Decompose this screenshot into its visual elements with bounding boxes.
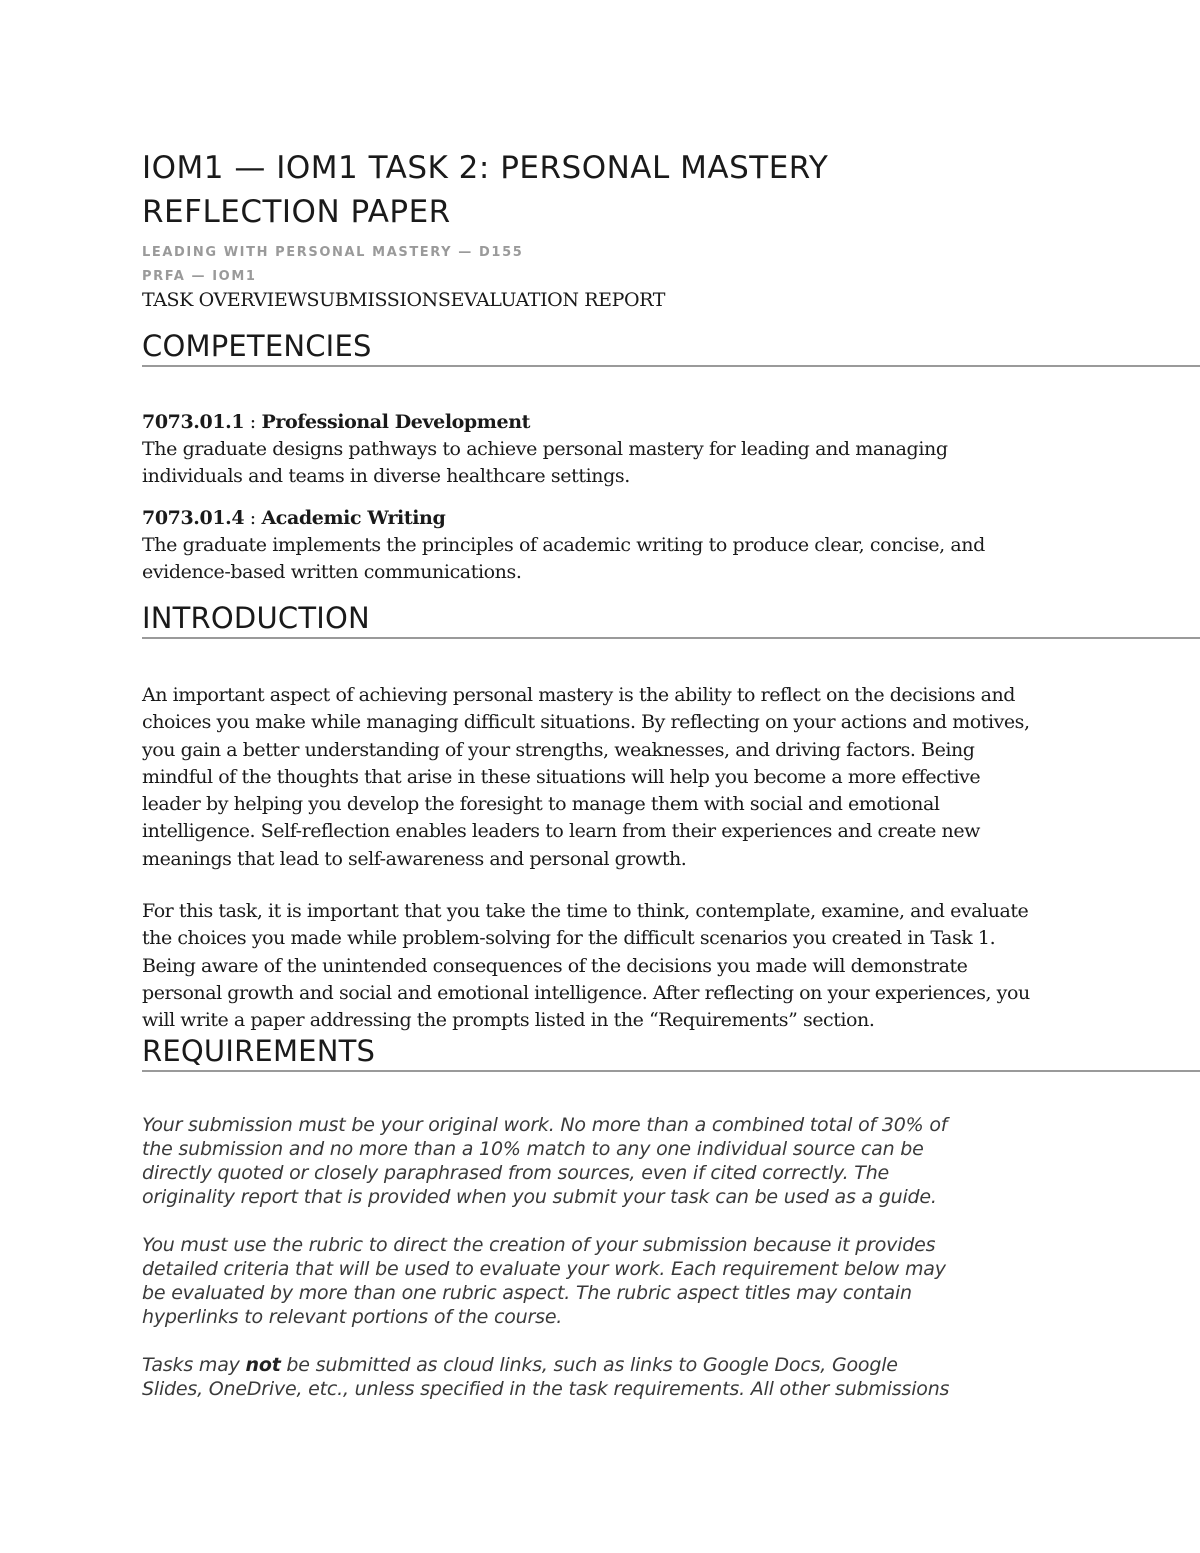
document-page bbox=[142, 0, 1200, 1553]
competency-header bbox=[142, 409, 1042, 436]
competency-code: 7073.01.4 bbox=[142, 507, 245, 529]
text-segment: be submitted as cloud links, such as links to Google Docs, Google bbox=[280, 1354, 898, 1376]
paragraph-line: personal growth and social and emotional intelligence. After reflecting on your experiences, you bbox=[142, 981, 1030, 1004]
tab-task-overview[interactable]: TASK OVERVIEW bbox=[142, 289, 307, 311]
paragraph-line: will write a paper addressing the prompts listed in the “Requirements” section. bbox=[142, 1009, 875, 1032]
competency-title: Academic Writing bbox=[261, 507, 446, 529]
requirements-section bbox=[142, 1031, 1200, 1072]
paragraph-line: For this task, it is important that you take the time to think, contemplate, examine, and evaluate bbox=[142, 900, 1029, 922]
task-tabs bbox=[142, 289, 665, 311]
competency-title: Professional Development bbox=[261, 411, 530, 433]
requirements-heading: REQUIREMENTS bbox=[142, 1034, 376, 1068]
competency-item bbox=[142, 409, 1042, 490]
paragraph-line: intelligence. Self-reflection enables leaders to learn from their experiences and create new bbox=[142, 820, 980, 843]
paragraph-line: An important aspect of achieving personal mastery is the ability to reflect on the decisions and bbox=[142, 684, 1016, 706]
title-line-2: REFLECTION PAPER bbox=[142, 194, 451, 230]
competency-code: 7073.01.1 bbox=[142, 411, 245, 433]
course-name: LEADING WITH PERSONAL MASTERY — D155 bbox=[142, 245, 524, 260]
emphasis-not: not bbox=[245, 1354, 281, 1376]
text-segment: Tasks may bbox=[142, 1354, 246, 1376]
paragraph-line: leader by helping you develop the foresight to manage them with social and emotional bbox=[142, 793, 940, 816]
paragraph-line: mindful of the thoughts that arise in these situations will help you become a more effective bbox=[142, 765, 981, 788]
title-line-1: IOM1 — IOM1 TASK 2: PERSONAL MASTERY bbox=[142, 150, 829, 186]
competency-description-line: The graduate implements the principles of academic writing to produce clear, concise, and bbox=[142, 534, 985, 556]
competency-separator: : bbox=[244, 411, 262, 433]
paragraph-line: detailed criteria that will be used to evaluate your work. Each requirement below may bbox=[142, 1258, 946, 1280]
competencies-section bbox=[142, 326, 1200, 367]
competency-item bbox=[142, 505, 1042, 586]
paragraph-line: hyperlinks to relevant portions of the course. bbox=[142, 1306, 563, 1328]
paragraph-line: Slides, OneDrive, etc., unless specified in the task requirements. All other submissions bbox=[142, 1378, 950, 1400]
requirements-paragraph bbox=[142, 1233, 1042, 1329]
introduction-section bbox=[142, 598, 1200, 639]
competency-header bbox=[142, 505, 1042, 532]
introduction-heading: INTRODUCTION bbox=[142, 601, 370, 635]
paragraph-line: the submission and no more than a 10% match to any one individual source can be bbox=[142, 1138, 924, 1160]
competencies-heading: COMPETENCIES bbox=[142, 329, 372, 363]
requirements-paragraph bbox=[142, 1113, 1042, 1209]
paragraph-line: Your submission must be your original work. No more than a combined total of 30% of bbox=[142, 1114, 948, 1136]
requirements-paragraph bbox=[142, 1353, 1042, 1401]
paragraph-line: be evaluated by more than one rubric aspect. The rubric aspect titles may contain bbox=[142, 1282, 912, 1304]
paragraph-line: You must use the rubric to direct the creation of your submission because it provides bbox=[142, 1234, 936, 1256]
tab-submissions[interactable]: SUBMISSIONS bbox=[306, 289, 451, 311]
paragraph-line: the choices you made while problem-solving for the difficult scenarios you created in Task 1. bbox=[142, 927, 996, 950]
introduction-paragraph bbox=[142, 682, 1072, 873]
paragraph-line: Being aware of the unintended consequences of the decisions you made will demonstrate bbox=[142, 954, 968, 977]
page-title bbox=[142, 146, 1042, 234]
course-code: PRFA — IOM1 bbox=[142, 269, 257, 284]
competency-description-line: The graduate designs pathways to achieve personal mastery for leading and managing bbox=[142, 438, 948, 460]
paragraph-line: originality report that is provided when you submit your task can be used as a guide. bbox=[142, 1186, 937, 1208]
paragraph-line: meanings that lead to self-awareness and personal growth. bbox=[142, 847, 687, 870]
paragraph-line bbox=[142, 1353, 1042, 1377]
competency-separator: : bbox=[244, 507, 262, 529]
introduction-paragraph bbox=[142, 898, 1072, 1034]
competency-description-line: evidence-based written communications. bbox=[142, 561, 522, 583]
paragraph-line: you gain a better understanding of your strengths, weaknesses, and driving factors. Being bbox=[142, 738, 975, 761]
paragraph-line: directly quoted or closely paraphrased from sources, even if cited correctly. The bbox=[142, 1162, 890, 1184]
competency-description-line: individuals and teams in diverse healthcare settings. bbox=[142, 465, 630, 487]
tab-evaluation-report[interactable]: EVALUATION REPORT bbox=[450, 289, 665, 311]
paragraph-line: choices you make while managing difficult situations. By reflecting on your actions and motives, bbox=[142, 711, 1030, 734]
